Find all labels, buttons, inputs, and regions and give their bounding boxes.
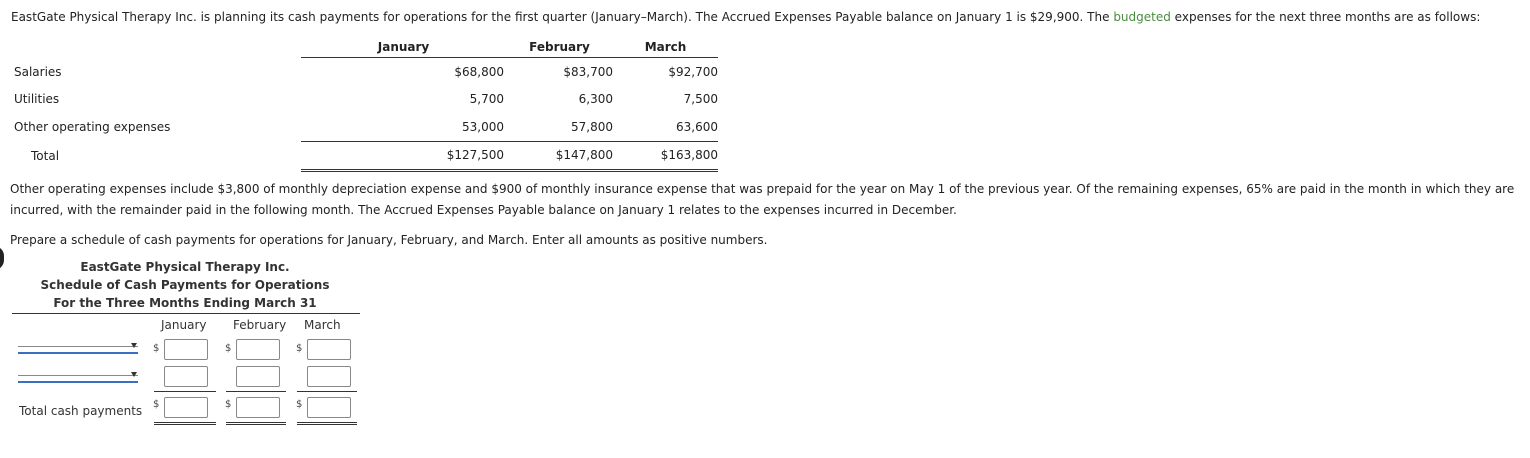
dollar-sign: $ (153, 343, 160, 354)
schedule-company: EastGate Physical Therapy Inc. (80, 260, 290, 274)
cell-value: 5,700 (469, 92, 504, 107)
total-january-input[interactable] (164, 397, 208, 418)
instruction-text: Prepare a schedule of cash payments for operations for January, February, and March. Enter all amounts as positive numbers. (10, 233, 768, 247)
budget-table (10, 37, 718, 172)
budget-header-march: March (613, 37, 718, 58)
dollar-sign: $ (296, 343, 303, 354)
schedule-title: Schedule of Cash Payments for Operations (40, 278, 330, 292)
dropdown-line (18, 375, 138, 376)
row1-january-input[interactable] (164, 339, 208, 360)
row2-march-input[interactable] (307, 366, 351, 387)
dollar-sign: $ (225, 399, 232, 410)
budget-header-january: January (301, 37, 506, 58)
step-marker (0, 246, 4, 270)
total-february-input[interactable] (236, 397, 280, 418)
col-header-march: March (304, 318, 341, 332)
row2-january-input[interactable] (164, 366, 208, 387)
row2-account-dropdown[interactable] (18, 371, 138, 383)
budget-row-salaries (10, 58, 718, 86)
subtotal-line-february (226, 391, 286, 392)
row-label: Total (31, 148, 60, 163)
chevron-down-icon (131, 343, 137, 348)
budget-row-utilities (10, 86, 718, 114)
cell-value: $163,800 (613, 141, 718, 171)
explanation-paragraph: Other operating expenses include $3,800 of monthly depreciation expense and $900 of monthly insurance expense that was prepaid for the year on May 1 of the previous year. Of the remaining expenses, 65% are paid in the month in which they are incurred, with the remainder paid in the following month. The Accrued Expenses Payable balance on January 1 relates to the expenses incurred in December. (10, 182, 1515, 217)
chevron-down-icon (131, 372, 137, 377)
row2-february-input[interactable] (236, 366, 280, 387)
cell-value: 53,000 (301, 113, 506, 141)
row1-february-input[interactable] (236, 339, 280, 360)
total-double-line-january (154, 422, 216, 425)
budget-header-february: February (506, 37, 613, 58)
row-label: Other operating expenses (14, 120, 171, 134)
col-header-january: January (161, 318, 207, 332)
schedule-heading (10, 258, 360, 312)
cell-value: $68,800 (454, 64, 504, 79)
schedule-period: For the Three Months Ending March 31 (53, 296, 317, 310)
budget-row-total (10, 141, 718, 171)
budget-header-blank (10, 37, 301, 58)
cell-value: 6,300 (578, 92, 613, 107)
col-header-february: February (233, 318, 287, 332)
total-march-input[interactable] (307, 397, 351, 418)
subtotal-line-march (297, 391, 357, 392)
intro-part1: EastGate Physical Therapy Inc. is planning its cash payments for operations for the first quarter (January–March). The Accrued Expenses Payable balance on January 1 is $29,900. The (11, 10, 1114, 24)
row1-march-input[interactable] (307, 339, 351, 360)
intro-part2: expenses for the next three months are as follows: (1170, 10, 1481, 24)
schedule-divider (12, 313, 360, 314)
total-cash-payments-label: Total cash payments (19, 404, 143, 418)
budgeted-link[interactable]: budgeted (1113, 10, 1171, 24)
budget-header-row (10, 37, 718, 58)
dollar-sign: $ (296, 399, 303, 410)
row1-account-dropdown[interactable] (18, 342, 138, 354)
cell-value: 7,500 (683, 92, 718, 107)
cell-value: $92,700 (668, 64, 718, 79)
cell-value: $83,700 (563, 64, 613, 79)
dollar-sign: $ (153, 399, 160, 410)
intro-text (11, 9, 1521, 26)
subtotal-line-january (154, 391, 216, 392)
cell-value: $147,800 (506, 141, 613, 171)
total-double-line-february (226, 422, 286, 425)
dollar-sign: $ (225, 343, 232, 354)
total-double-line-march (297, 422, 357, 425)
cell-value: 63,600 (613, 113, 718, 141)
cell-value: $127,500 (301, 141, 506, 171)
row-label: Utilities (14, 92, 60, 107)
budget-row-other (10, 113, 718, 141)
dropdown-line (18, 346, 138, 347)
cell-value: 57,800 (506, 113, 613, 141)
row-label: Salaries (14, 64, 62, 79)
